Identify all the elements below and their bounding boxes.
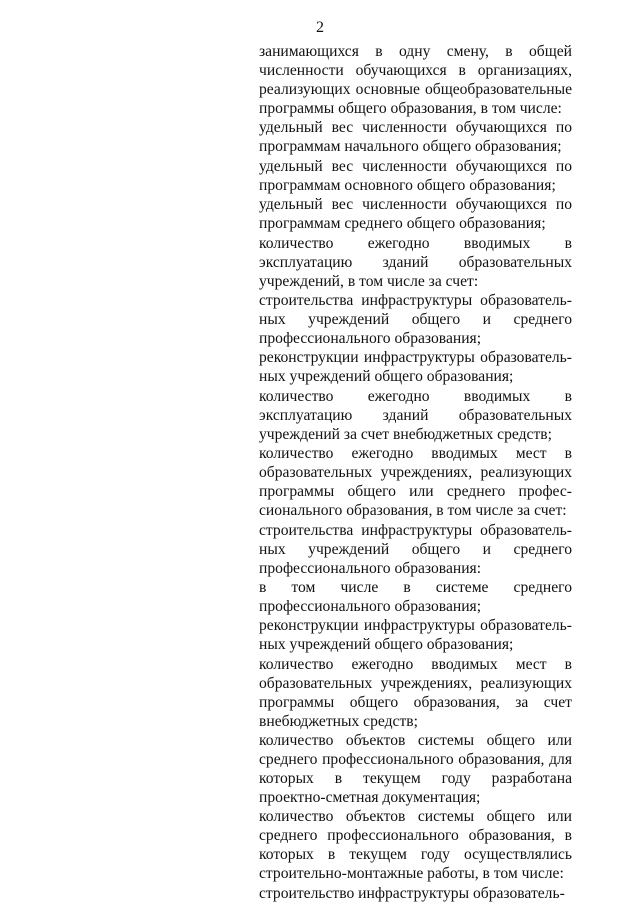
paragraph: строительства инфраструктуры образовательных учреждений общего и среднего профессионального образования: xyxy=(259,521,572,577)
paragraph: строительство инфраструктуры образователь- xyxy=(259,884,565,902)
paragraph: в том числе в системе среднего профессионального образования; xyxy=(259,578,572,615)
paragraph: удельный вес численности обучающихся по программам начального общего образования; xyxy=(259,119,572,156)
paragraph: количество объектов системы общего или среднего профессионального образования, в которых в текущем году осуществлялись строительно-монтажные работы, в том числе: xyxy=(259,808,572,883)
paragraph: количество ежегодно вводимых мест в образовательных учреждениях, реализующих программы общего или среднего профессионального образования, в том числе за счет: xyxy=(259,445,572,520)
paragraph: реконструкции инфраструктуры образовательных учреждений общего образования; xyxy=(259,617,572,654)
paragraph: удельный вес численности обучающихся по программам среднего общего образования; xyxy=(259,196,572,233)
paragraph: количество ежегодно вводимых в эксплуатацию зданий образовательных учреждений, в том числе за счет: xyxy=(259,234,572,290)
paragraph: удельный вес численности обучающихся по программам основного общего образования; xyxy=(259,157,572,194)
paragraph: реконструкции инфраструктуры образовательных учреждений общего образования; xyxy=(259,349,572,386)
paragraph: занимающихся в одну смену, в общей численности обучающихся в организациях, реализующих основные общеобразовательные программы общего образования, в том числе: xyxy=(259,43,572,117)
page-number: 2 xyxy=(316,19,324,36)
body-text xyxy=(259,42,572,903)
paragraph: строительства инфраструктуры образовательных учреждений общего и среднего профессионального образования; xyxy=(259,291,572,347)
paragraph: количество ежегодно вводимых в эксплуатацию зданий образовательных учреждений за счет внебюджетных средств; xyxy=(259,387,572,443)
paragraph: количество объектов системы общего или среднего профессионального образования, для которых в текущем году разработана проектно-сметная документация; xyxy=(259,732,572,807)
paragraph: количество ежегодно вводимых мест в образовательных учреждениях, реализующих программы общего образования, за счет внебюджетных средств; xyxy=(259,655,572,730)
